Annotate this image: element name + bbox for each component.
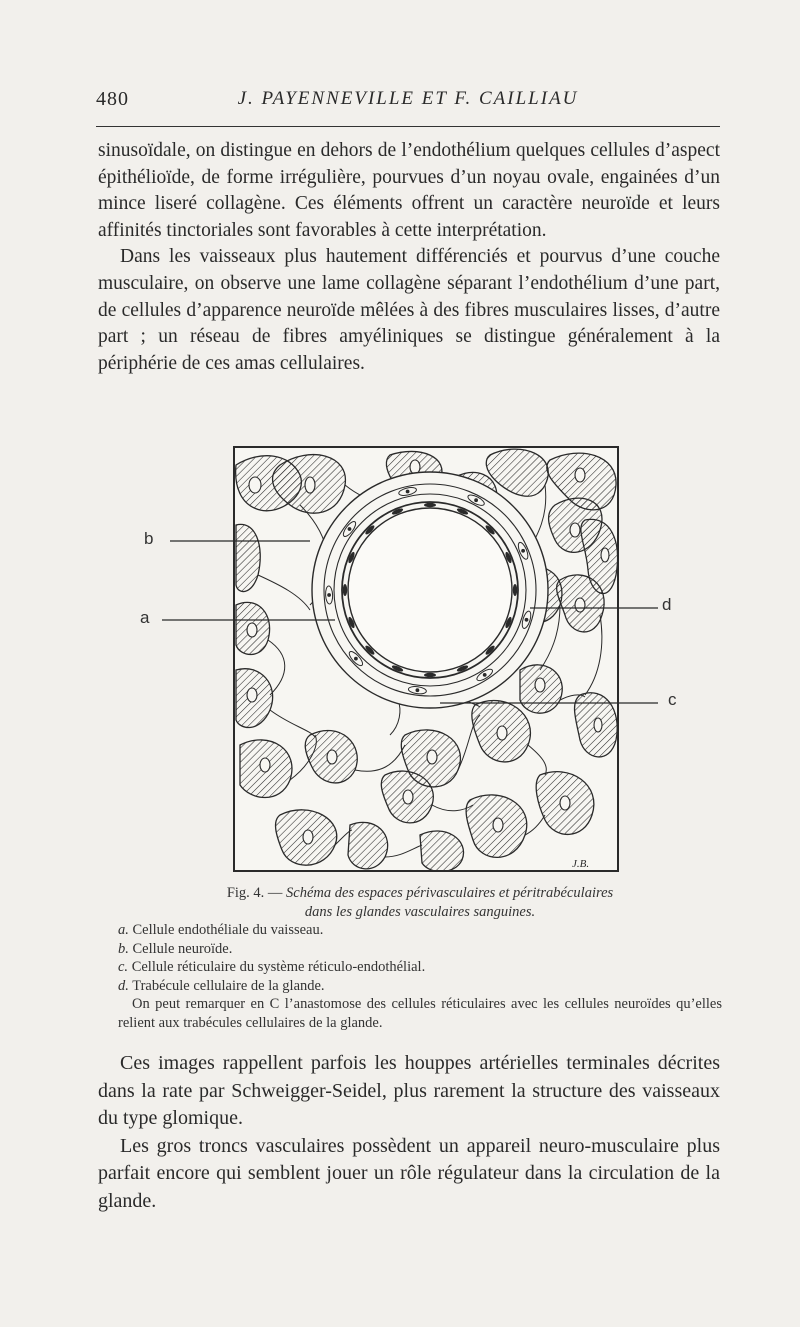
label-c: c — [668, 690, 677, 709]
endothelial-cell — [424, 673, 436, 677]
page-number: 480 — [96, 88, 129, 110]
neuroid-nucleus — [355, 657, 358, 660]
nucleus — [575, 598, 585, 612]
neuroid-nucleus — [475, 499, 478, 502]
page-header — [96, 88, 720, 118]
caption-legend — [118, 921, 722, 995]
header-rule — [96, 126, 720, 127]
text-block-top — [98, 138, 720, 377]
caption-title-line2: dans les glandes vasculaires sanguines. — [304, 903, 536, 920]
legend-row: b. Cellule neuroïde. — [118, 940, 233, 957]
nucleus — [249, 477, 261, 493]
label-d: d — [662, 595, 672, 614]
vessel-lumen — [348, 508, 512, 672]
label-a: a — [140, 608, 150, 627]
nucleus — [260, 758, 270, 772]
legend-row: d. Trabécule cellulaire de la glande. — [118, 977, 325, 994]
figure — [140, 445, 700, 877]
histology-schema — [140, 445, 700, 877]
endothelial-cell — [343, 584, 347, 596]
nucleus — [327, 750, 337, 764]
caption-prefix: Fig. 4. — — [226, 885, 283, 901]
nucleus — [247, 688, 257, 702]
caption-title — [118, 884, 722, 903]
paragraph: Dans les vaisseaux plus hautement différenciés et pourvus d’une couche musculaire, on observe une lame collagène séparant l’endothélium d’une part, de cellules d’apparence neuroïde mêlées à des fibres musculaires lisses, d’autre part ; un réseau de fibres amyéliniques se distingue généralement à la périphérie de ces amas cellulaires. — [98, 246, 720, 374]
legend-row: a. Cellule endothéliale du vaisseau. — [118, 922, 324, 938]
legend-row: c. Cellule réticulaire du système réticulo-endothélial. — [118, 959, 426, 975]
trabecula — [348, 822, 388, 868]
running-head: J. PAYENNEVILLE ET F. CAILLIAU — [237, 88, 579, 109]
endothelial-cell — [424, 503, 436, 507]
nucleus — [403, 790, 413, 804]
nucleus — [427, 750, 437, 764]
nucleus — [493, 818, 503, 832]
nucleus — [497, 726, 507, 740]
figure-caption — [118, 884, 722, 1032]
nucleus — [535, 678, 545, 692]
nucleus — [570, 523, 580, 537]
nucleus — [305, 477, 315, 493]
nucleus — [560, 796, 570, 810]
nucleus — [601, 548, 609, 562]
neuroid-nucleus — [522, 549, 525, 552]
caption-title-2 — [118, 903, 722, 922]
paragraph: Ces images rappellent parfois les houppes artérielles terminales décrites dans la rate par Schweigger-Seidel, plus rarement la structure des vaisseaux du type glomique. — [98, 1052, 720, 1129]
figure-signature: J.B. — [572, 858, 590, 870]
nucleus — [575, 468, 585, 482]
neuroid-nucleus — [525, 618, 528, 621]
text-block-bottom — [98, 1050, 720, 1215]
paragraph: sinusoïdale, on distingue en dehors de l’endothélium quelques cellules d’aspect épithélioïde, de forme irrégulière, pourvues d’un noyau ovale, engainées d’un mince liseré collagène. Ces éléments offrent un caractère neuroïde et leurs affinités tinctoriales sont favorables à cette interprétation. — [98, 140, 720, 241]
nucleus — [247, 623, 257, 637]
neuroid-nucleus — [328, 594, 331, 597]
endothelial-cell — [513, 584, 517, 596]
neuroid-nucleus — [483, 674, 486, 677]
neuroid-nucleus — [416, 689, 419, 692]
nucleus — [303, 830, 313, 844]
neuroid-nucleus — [406, 490, 409, 493]
paragraph: Les gros troncs vasculaires possèdent un appareil neuro-musculaire plus parfait encore qui semblent jouer un rôle régulateur dans la circulation de la glande. — [98, 1134, 720, 1212]
nucleus — [594, 718, 602, 732]
label-b: b — [144, 529, 154, 548]
caption-title-line1: Schéma des espaces périvasculaires et péritrabéculaires — [286, 885, 614, 901]
caption-note: On peut remarquer en C l’anastomose des cellules réticulaires avec les cellules neuroïdes qu’elles relient aux trabécules cellulaires de la glande. — [118, 996, 722, 1031]
vessel-group — [312, 472, 548, 708]
neuroid-nucleus — [348, 528, 351, 531]
